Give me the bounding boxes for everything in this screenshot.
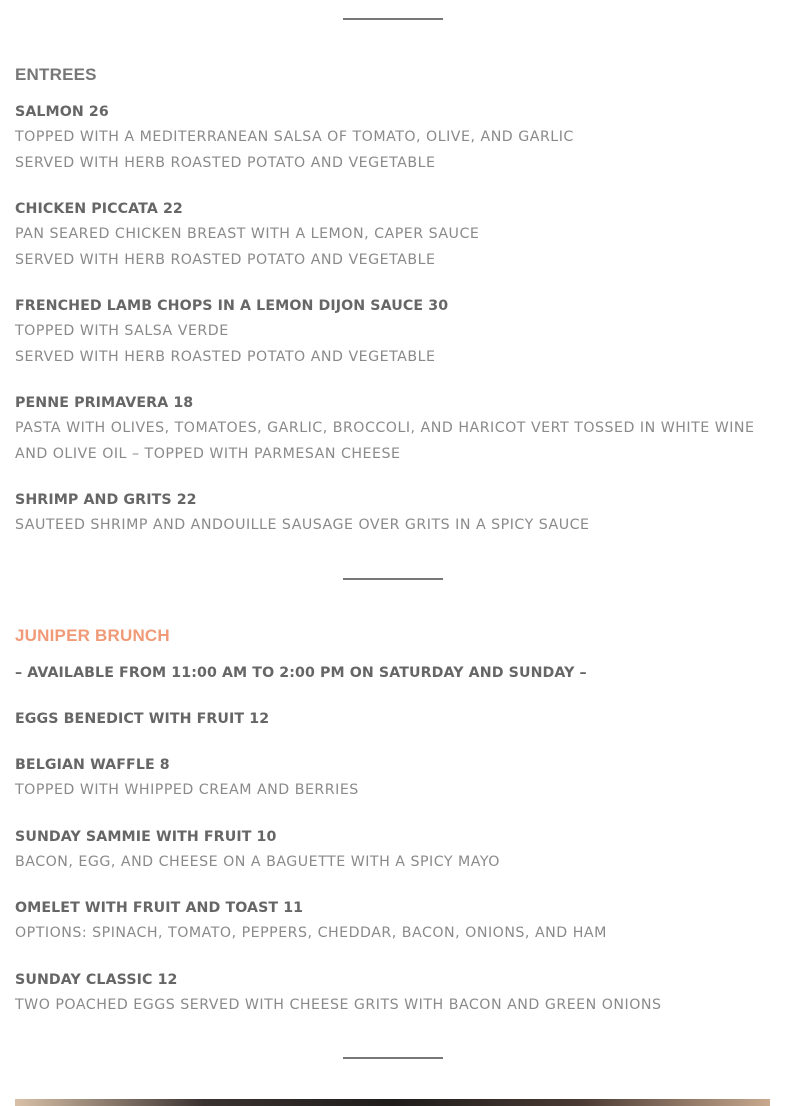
- menu-item-name: EGGS BENEDICT WITH FRUIT 12: [15, 711, 270, 727]
- menu-item-name: CHICKEN PICCATA 22: [15, 201, 183, 217]
- section-divider-middle: [343, 578, 443, 580]
- menu-item-chicken-piccata: [15, 196, 775, 273]
- entrees-heading: ENTREES: [15, 65, 97, 84]
- menu-item-description: SERVED WITH HERB ROASTED POTATO AND VEGETABLE: [15, 251, 436, 268]
- menu-item-description: OPTIONS: SPINACH, TOMATO, PEPPERS, CHEDDAR, BACON, ONIONS, AND HAM: [15, 925, 607, 941]
- entrees-menu: [15, 99, 775, 539]
- menu-item-name: OMELET WITH FRUIT AND TOAST 11: [15, 900, 304, 916]
- availability-text: – AVAILABLE FROM 11:00 AM TO 2:00 PM ON SATURDAY AND SUNDAY –: [15, 665, 587, 681]
- menu-item-name: PENNE PRIMAVERA 18: [15, 395, 194, 411]
- menu-item-description: TWO POACHED EGGS SERVED WITH CHEESE GRITS WITH BACON AND GREEN ONIONS: [15, 996, 662, 1013]
- menu-item-eggs-benedict: [15, 706, 775, 732]
- menu-item-name: BELGIAN WAFFLE 8: [15, 757, 170, 773]
- menu-item-name: SHRIMP AND GRITS 22: [15, 492, 197, 508]
- menu-item-lamb-chops: [15, 293, 775, 370]
- menu-item-description: SERVED WITH HERB ROASTED POTATO AND VEGETABLE: [15, 348, 436, 365]
- menu-item-description: SAUTEED SHRIMP AND ANDOUILLE SAUSAGE OVER GRITS IN A SPICY SAUCE: [15, 517, 590, 533]
- menu-item-belgian-waffle: [15, 752, 775, 804]
- menu-item-sunday-sammie: [15, 824, 775, 876]
- brunch-menu: [15, 660, 775, 1018]
- menu-item-name: SALMON 26: [15, 104, 109, 120]
- brunch-heading: JUNIPER BRUNCH: [15, 626, 170, 645]
- menu-item-omelet: [15, 895, 775, 947]
- brunch-availability: [15, 660, 775, 686]
- menu-item-name: SUNDAY SAMMIE WITH FRUIT 10: [15, 828, 277, 845]
- section-divider-top: [343, 18, 443, 20]
- menu-item-penne-primavera: [15, 390, 775, 467]
- menu-item-name: SUNDAY CLASSIC 12: [15, 971, 178, 988]
- menu-item-description: PAN SEARED CHICKEN BREAST WITH A LEMON, CAPER SAUCE: [15, 226, 480, 242]
- section-divider-bottom: [343, 1057, 443, 1059]
- food-photo: [15, 1099, 770, 1106]
- menu-item-shrimp-and-grits: [15, 487, 775, 539]
- menu-item-description: SERVED WITH HERB ROASTED POTATO AND VEGETABLE: [15, 154, 436, 171]
- menu-item-description: TOPPED WITH SALSA VERDE: [15, 323, 229, 339]
- menu-item-description: PASTA WITH OLIVES, TOMATOES, GARLIC, BROCCOLI, AND HARICOT VERT TOSSED IN WHITE WINE AND OLIVE OIL – TOPPED WITH PARMESAN CHEESE: [15, 420, 755, 462]
- menu-item-description: TOPPED WITH A MEDITERRANEAN SALSA OF TOMATO, OLIVE, AND GARLIC: [15, 129, 574, 145]
- menu-item-salmon: [15, 99, 775, 176]
- menu-item-name: FRENCHED LAMB CHOPS IN A LEMON DIJON SAUCE 30: [15, 298, 449, 314]
- menu-item-description: TOPPED WITH WHIPPED CREAM AND BERRIES: [15, 782, 359, 798]
- menu-item-sunday-classic: [15, 967, 775, 1019]
- menu-item-description: BACON, EGG, AND CHEESE ON A BAGUETTE WITH A SPICY MAYO: [15, 853, 500, 870]
